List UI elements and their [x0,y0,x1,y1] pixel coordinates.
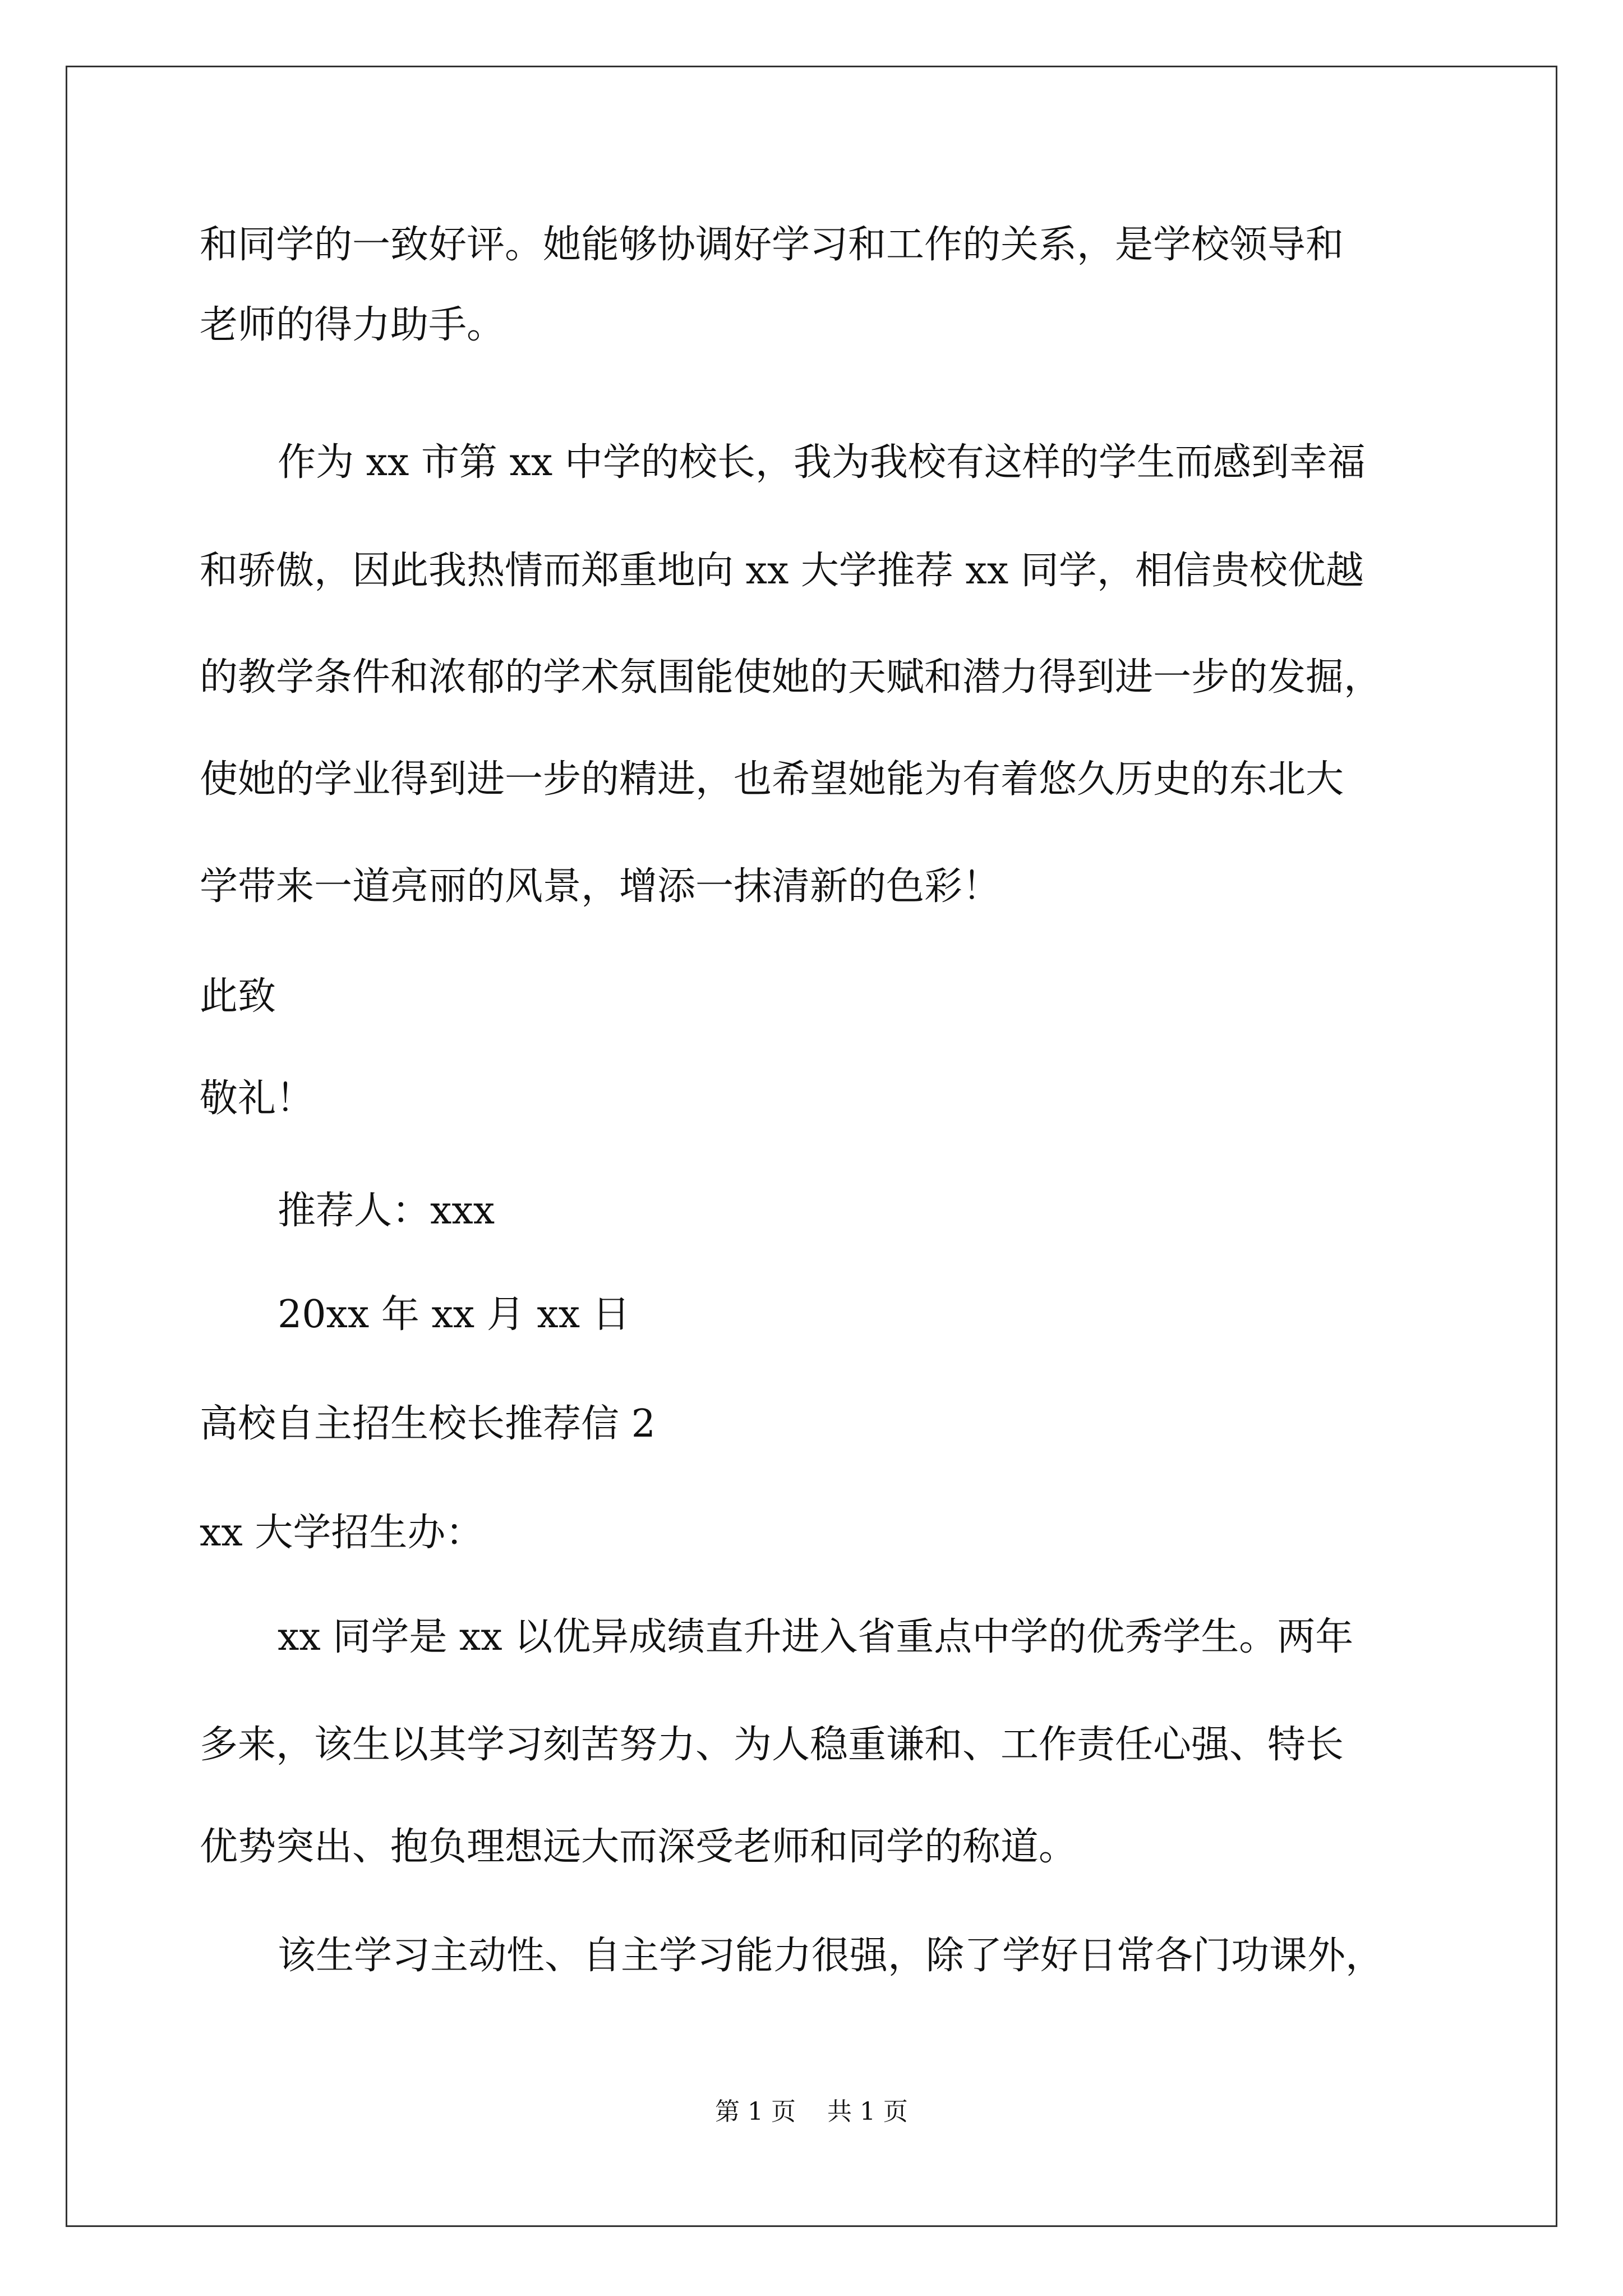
body-line: 该生学习主动性、自主学习能力很强，除了学好日常各门功课外， [278,1934,1384,1978]
body-line: 和同学的一致好评。她能够协调好学习和工作的关系，是学校领导和 [200,223,1344,267]
page-footer: 第 1 页 共 1 页 [715,2097,908,2126]
body-line: 和骄傲，因此我热情而郑重地向 xx 大学推荐 xx 同学，相信贵校优越 [200,549,1364,593]
body-line: 优势突出、抱负理想远大而深受老师和同学的称道。 [200,1825,1077,1869]
body-line: 多来，该生以其学习刻苦努力、为人稳重谦和、工作责任心强、特长 [200,1723,1344,1767]
letter-date: 20xx 年 xx 月 xx 日 [278,1292,630,1337]
body-line: 作为 xx 市第 xx 中学的校长，我为我校有这样的学生而感到幸福 [278,440,1366,485]
body-line: 的教学条件和浓郁的学术氛围能使她的天赋和潜力得到进一步的发掘， [200,655,1382,700]
page-border [66,66,1557,2227]
body-line: 老师的得力助手。 [200,303,505,347]
body-line: 学带来一道亮丽的风景，增添一抹清新的色彩！ [200,864,1001,909]
recommender-signature: 推荐人：xxx [278,1189,495,1233]
second-letter-title: 高校自主招生校长推荐信 2 [200,1402,656,1446]
second-letter-addressee: xx 大学招生办： [200,1511,484,1555]
body-line: xx 同学是 xx 以优异成绩直升进入省重点中学的优秀学生。两年 [278,1615,1354,1659]
salutation-line-2: 敬礼！ [200,1076,315,1121]
body-line: 使她的学业得到进一步的精进，也希望她能为有着悠久历史的东北大 [200,757,1344,802]
salutation-line-1: 此致 [200,974,276,1019]
